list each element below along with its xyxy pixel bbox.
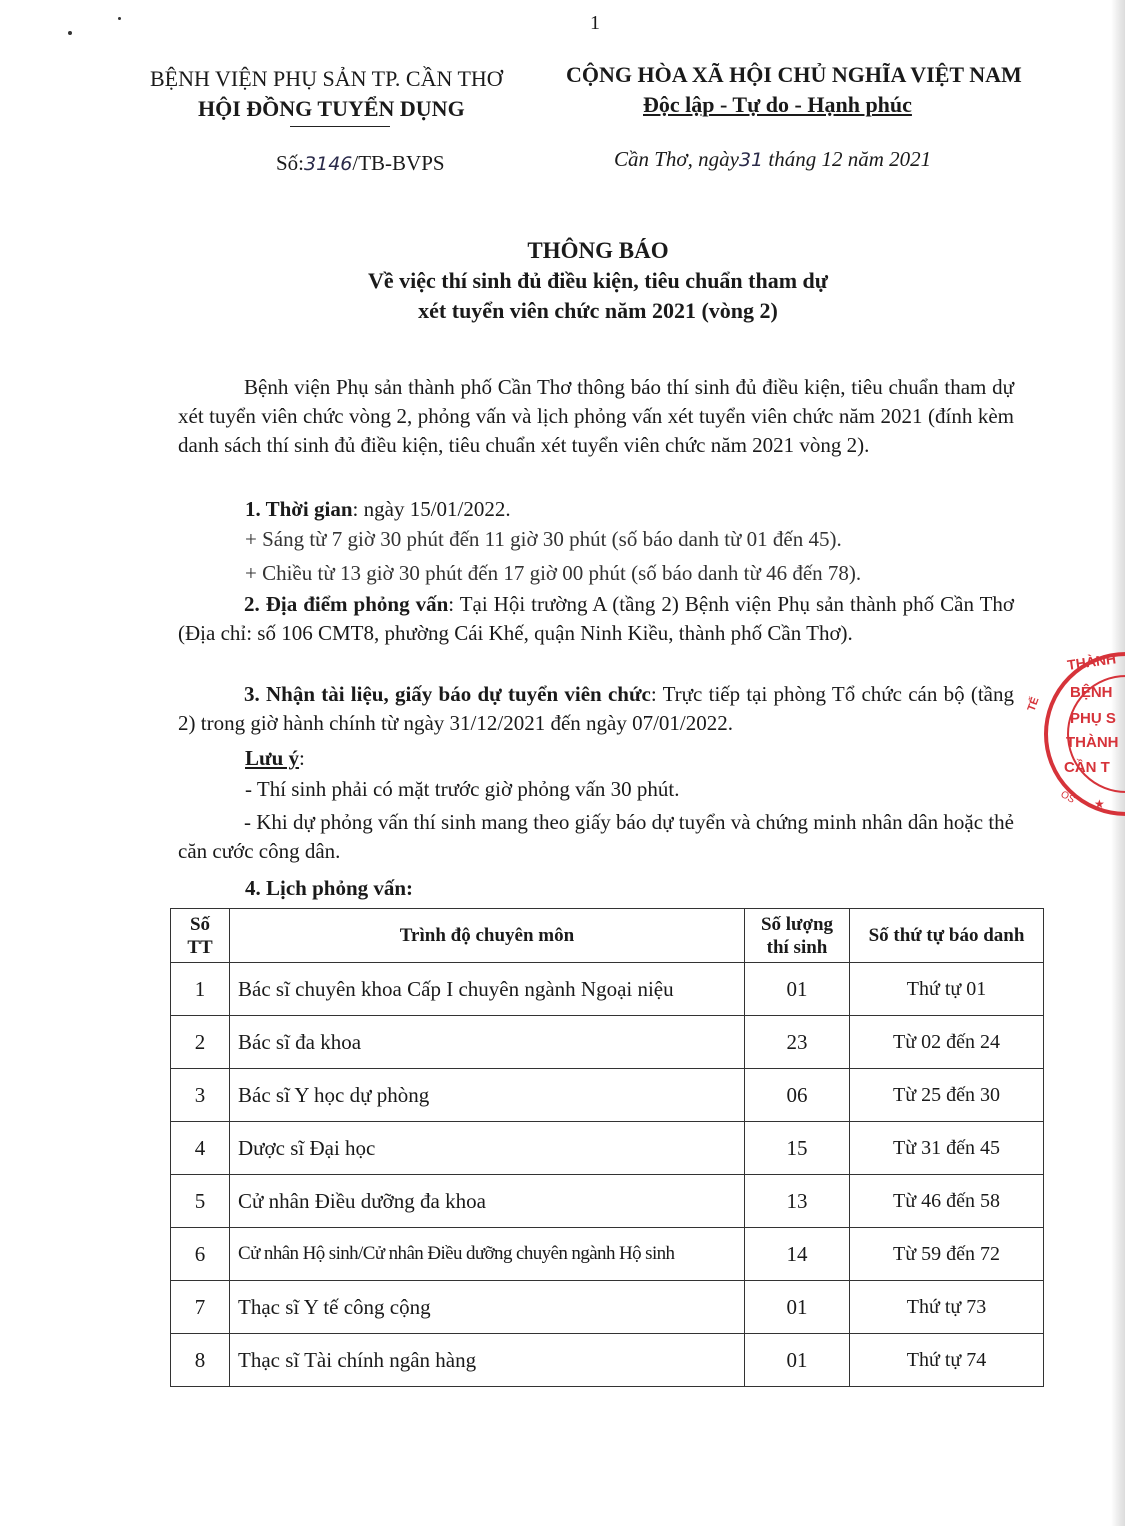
row-specialty: Bác sĩ chuyên khoa Cấp I chuyên ngành Ngoại niệu [230, 963, 745, 1016]
header-sbd: Số thứ tự báo danh [850, 909, 1044, 963]
official-stamp [1022, 650, 1125, 820]
time-value: : ngày 15/01/2022. [352, 497, 511, 521]
intro-paragraph [178, 373, 1014, 460]
header-specialty: Trình độ chuyên môn [230, 909, 745, 963]
row-specialty: Bác sĩ đa khoa [230, 1016, 745, 1069]
doc-number-handwritten: 3146 [304, 153, 353, 175]
time-line [245, 497, 511, 522]
schedule-heading [245, 876, 413, 901]
row-sbd: Thứ tự 74 [850, 1334, 1044, 1387]
row-specialty: Dược sĩ Đại học [230, 1122, 745, 1175]
table-row [171, 1175, 1044, 1228]
row-count: 01 [745, 1281, 850, 1334]
table-row [171, 1228, 1044, 1281]
row-count: 06 [745, 1069, 850, 1122]
header-stt-line1: Số [189, 913, 211, 935]
row-sbd: Từ 02 đến 24 [850, 1016, 1044, 1069]
row-stt: 7 [171, 1281, 230, 1334]
row-count: 23 [745, 1016, 850, 1069]
row-sbd: Từ 31 đến 45 [850, 1122, 1044, 1175]
row-count: 01 [745, 1334, 850, 1387]
place-paragraph [178, 590, 1014, 648]
doc-number-suffix: /TB-BVPS [352, 151, 445, 175]
docs-paragraph [178, 680, 1014, 738]
row-stt: 5 [171, 1175, 230, 1228]
schedule-label: 4. Lịch phỏng vấn: [245, 876, 414, 900]
header-count-line2: thí sinh [766, 936, 828, 958]
date-suffix: tháng 12 năm 2021 [768, 147, 932, 171]
header-count [745, 909, 850, 963]
row-count: 15 [745, 1122, 850, 1175]
row-stt: 8 [171, 1334, 230, 1387]
document-subtitle-1: Về việc thí sinh đủ điều kiện, tiêu chuẩn tham dự [367, 268, 828, 293]
stamp-side-text: TẾ [1025, 695, 1042, 714]
row-sbd: Thứ tự 01 [850, 963, 1044, 1016]
note-1: - Thí sinh phải có mặt trước giờ phỏng vấn 30 phút. [245, 777, 680, 801]
table-row [171, 1016, 1044, 1069]
stamp-line-3: THÀNH [1066, 734, 1119, 751]
nation-motto: Độc lập - Tự do - Hạnh phúc [643, 92, 912, 117]
document-date [614, 147, 931, 172]
org-name: BỆNH VIỆN PHỤ SẢN TP. CẦN THƠ [150, 66, 503, 91]
table-row [171, 1334, 1044, 1387]
row-stt: 3 [171, 1069, 230, 1122]
row-specialty: Thạc sĩ Tài chính ngân hàng [230, 1334, 745, 1387]
nation-name: CỘNG HÒA XÃ HỘI CHỦ NGHĨA VIỆT NAM [566, 62, 1022, 87]
time-label: 1. Thời gian [245, 497, 353, 521]
row-count: 14 [745, 1228, 850, 1281]
row-sbd: Từ 59 đến 72 [850, 1228, 1044, 1281]
afternoon-schedule: + Chiều từ 13 giờ 30 phút đến 17 giờ 00 phút (số báo danh từ 46 đến 78). [245, 561, 862, 585]
header-stt [171, 909, 230, 963]
scan-speck [68, 31, 72, 35]
page-number: 1 [590, 12, 600, 34]
stamp-star-icon: ★ [1094, 797, 1105, 811]
row-stt: 2 [171, 1016, 230, 1069]
place-label: 2. Địa điểm phỏng vấn [244, 592, 449, 616]
morning-schedule: + Sáng từ 7 giờ 30 phút đến 11 giờ 30 phút (số báo danh từ 01 đến 45). [245, 527, 842, 551]
row-sbd: Từ 46 đến 58 [850, 1175, 1044, 1228]
stamp-bottom-text: OS [1058, 789, 1077, 806]
scan-speck [118, 17, 121, 20]
row-sbd: Thứ tự 73 [850, 1281, 1044, 1334]
docs-label: 3. Nhận tài liệu, giấy báo dự tuyển viên chức [244, 682, 651, 706]
document-title: THÔNG BÁO [527, 238, 669, 263]
table-row [171, 1122, 1044, 1175]
row-stt: 4 [171, 1122, 230, 1175]
note-2-text: - Khi dự phỏng vấn thí sinh mang theo giấy báo dự tuyển và chứng minh nhân dân hoặc thẻ căn cước công dân. [178, 810, 1014, 863]
note-heading [245, 746, 305, 771]
stamp-line-4: CẦN T [1064, 759, 1110, 776]
header-left-rule [290, 126, 390, 127]
interview-schedule-table [170, 908, 1044, 1387]
row-stt: 1 [171, 963, 230, 1016]
stamp-ring-text: THÀNH [1066, 650, 1117, 673]
document-number [276, 151, 445, 176]
row-count: 01 [745, 963, 850, 1016]
header-stt-line2: TT [187, 936, 213, 958]
date-day-handwritten: 31 [738, 149, 764, 171]
row-specialty: Cử nhân Điều dưỡng đa khoa [230, 1175, 745, 1228]
header-count-line1: Số lượng [760, 913, 834, 935]
intro-text: Bệnh viện Phụ sản thành phố Cần Thơ thông báo thí sinh đủ điều kiện, tiêu chuẩn tham dự xét tuyển viên chức vòng 2, phỏng vấn và lịch phỏng vấn xét tuyển viên chức năm 2021 (đính kèm danh sách thí sinh đủ điều kiện, tiêu chuẩn xét tuyển viên chức năm 2021 vòng 2). [178, 375, 1014, 457]
row-specialty: Cử nhân Hộ sinh/Cử nhân Điều dưỡng chuyên ngành Hộ sinh [230, 1228, 745, 1281]
stamp-line-2: PHỤ S [1070, 710, 1116, 727]
row-count: 13 [745, 1175, 850, 1228]
table-row [171, 1069, 1044, 1122]
table-row [171, 963, 1044, 1016]
table-header-row [171, 909, 1044, 963]
row-specialty: Thạc sĩ Y tế công cộng [230, 1281, 745, 1334]
note-2 [178, 808, 1014, 866]
committee-name: HỘI ĐỒNG TUYỂN DỤNG [198, 96, 465, 121]
doc-number-prefix: Số: [276, 151, 305, 175]
note-colon: : [299, 746, 305, 770]
row-specialty: Bác sĩ Y học dự phòng [230, 1069, 745, 1122]
table-row [171, 1281, 1044, 1334]
date-prefix: Cần Thơ, ngày [614, 147, 739, 171]
row-sbd: Từ 25 đến 30 [850, 1069, 1044, 1122]
stamp-line-1: BỆNH [1070, 684, 1113, 701]
note-label: Lưu ý [245, 746, 300, 770]
row-stt: 6 [171, 1228, 230, 1281]
place-value: : Tại Hội trường A (tầng 2) Bệnh viện Phụ sản thành phố Cần Thơ (Địa chỉ: số 106 CMT8, phường Cái Khế, quận Ninh Kiều, thành phố Cần Thơ). [178, 592, 1015, 645]
docs-value: : Trực tiếp tại phòng Tổ chức cán bộ (tầng 2) trong giờ hành chính từ ngày 31/12/2021 đến ngày 07/01/2022. [178, 682, 1015, 735]
document-subtitle-2: xét tuyển viên chức năm 2021 (vòng 2) [418, 298, 778, 323]
